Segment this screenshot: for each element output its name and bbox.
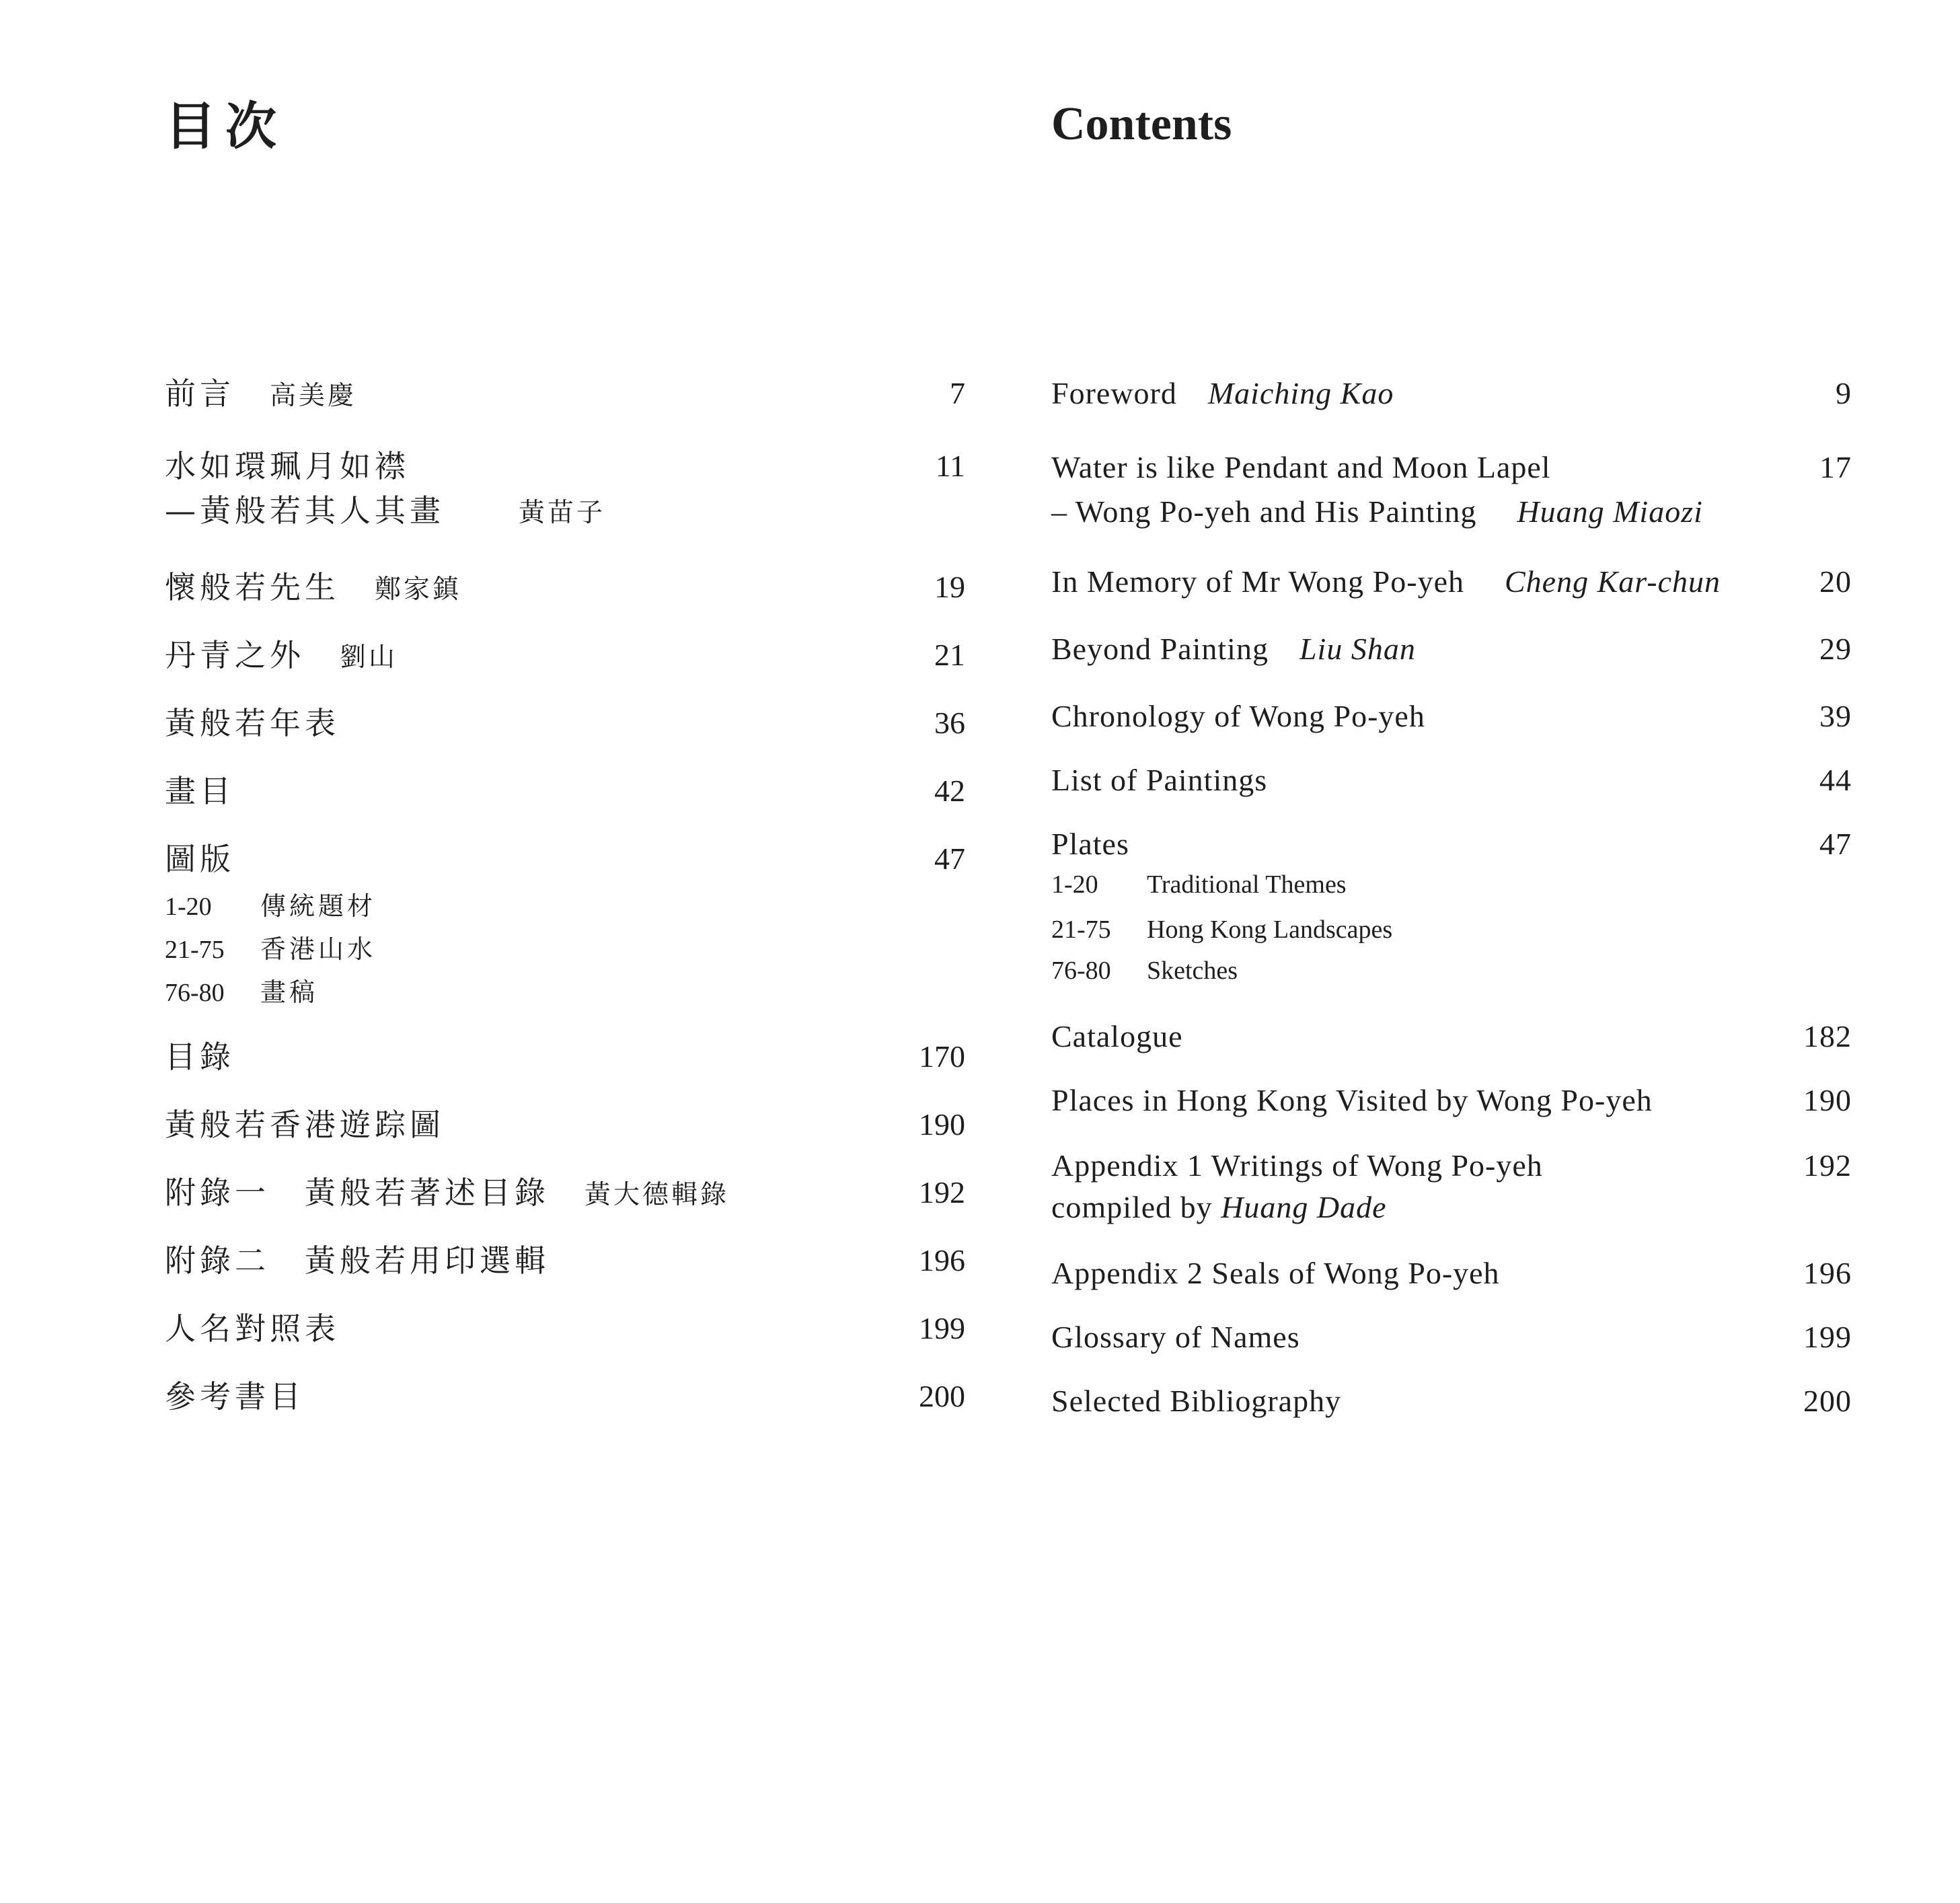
toc-entry-essay-huang-miaozi-zh[interactable] [165, 444, 965, 535]
entry-title: 附錄二 黃般若用印選輯 [165, 1242, 550, 1279]
plate-range: 21-75 [165, 936, 225, 964]
entry-author: 黃苗子 [519, 498, 606, 528]
plate-range: 1-20 [1051, 870, 1098, 899]
entry-title: Plates [1051, 827, 1129, 861]
plate-label: Traditional Themes [1147, 870, 1347, 899]
entry-page-number: 190 [919, 1107, 965, 1142]
entry-author: 高美慶 [270, 381, 357, 411]
entry-title: Beyond Painting [1051, 632, 1269, 666]
toc-entry-chronology-en[interactable] [1051, 694, 1852, 739]
entry-subtitle: —黃般若其人其畫 [165, 492, 445, 529]
entry-title: 參考書目 [165, 1378, 305, 1415]
plate-range: 76-80 [1051, 957, 1111, 985]
entry-page-number: 11 [935, 449, 965, 483]
toc-entry-list-of-paintings-en[interactable] [1051, 758, 1852, 803]
entry-author: 鄭家鎮 [375, 574, 462, 605]
entry-page-number: 29 [1819, 632, 1852, 666]
toc-entry-bibliography-en[interactable] [1051, 1379, 1852, 1423]
plate-label: 傳統題材 [260, 891, 377, 921]
plates-subsection-en[interactable] [1051, 913, 1392, 946]
entry-title: Foreword [1051, 376, 1177, 410]
entry-title: 黃般若年表 [165, 705, 340, 741]
entry-page-number: 39 [1819, 699, 1852, 733]
entry-title: Selected Bibliography [1051, 1384, 1342, 1418]
entry-title: Catalogue [1051, 1019, 1183, 1053]
toc-entry-plates-en[interactable] [1051, 822, 1852, 866]
entry-author: Cheng Kar-chun [1505, 564, 1721, 599]
entry-page-number: 47 [934, 842, 965, 876]
entry-title: 畫目 [165, 773, 235, 809]
toc-entry-beyond-painting-en[interactable] [1051, 627, 1852, 671]
plate-range: 21-75 [1051, 916, 1111, 944]
entry-author: Huang Dade [1221, 1190, 1387, 1224]
toc-entry-appendix-1-zh[interactable] [165, 1170, 965, 1218]
toc-entry-chronology-zh[interactable] [165, 701, 965, 745]
toc-entry-places-en[interactable] [1051, 1078, 1852, 1123]
entry-page-number: 36 [934, 706, 965, 740]
entry-title: In Memory of Mr Wong Po-yeh [1051, 564, 1464, 599]
toc-entry-beyond-painting-zh[interactable] [165, 633, 965, 680]
english-contents-column [1051, 0, 1852, 1903]
entry-title: Glossary of Names [1051, 1320, 1300, 1354]
chinese-contents-heading: 目次 [165, 96, 286, 156]
entry-page-number: 20 [1819, 564, 1852, 599]
entry-author: Huang Miaozi [1517, 494, 1703, 529]
entry-title: 附錄一 黃般若著述目錄 [165, 1174, 550, 1211]
entry-page-number: 19 [934, 570, 965, 604]
plates-subsection-en[interactable] [1051, 868, 1347, 901]
toc-entry-foreword-en[interactable] [1051, 371, 1852, 416]
plates-subsection-zh[interactable] [165, 975, 318, 1010]
plates-subsection-zh[interactable] [165, 889, 376, 924]
entry-title: 圖版 [165, 841, 235, 877]
entry-title: 懷般若先生 [165, 569, 340, 605]
entry-author: 劉山 [340, 642, 398, 673]
entry-title: List of Paintings [1051, 763, 1268, 797]
entry-title: 目錄 [165, 1039, 235, 1075]
entry-page-number: 47 [1819, 827, 1852, 861]
plate-label: Sketches [1147, 957, 1238, 985]
toc-entry-appendix-2-en[interactable] [1051, 1251, 1852, 1296]
entry-page-number: 170 [919, 1039, 965, 1074]
entry-page-number: 192 [919, 1175, 965, 1209]
toc-entry-appendix-1-en[interactable] [1051, 1144, 1852, 1230]
plate-label: Hong Kong Landscapes [1147, 916, 1393, 944]
entry-page-number: 7 [950, 376, 965, 410]
toc-entry-catalogue-zh[interactable] [165, 1035, 965, 1079]
entry-page-number: 44 [1819, 763, 1852, 797]
plate-range: 1-20 [165, 893, 212, 921]
toc-entry-foreword-zh[interactable] [165, 371, 965, 418]
entry-page-number: 200 [1803, 1384, 1852, 1418]
entry-page-number: 196 [1803, 1256, 1852, 1290]
toc-entry-list-of-paintings-zh[interactable] [165, 769, 965, 813]
toc-entry-bibliography-zh[interactable] [165, 1374, 965, 1419]
entry-title: 黃般若香港遊踪圖 [165, 1107, 445, 1143]
entry-page-number: 21 [934, 638, 965, 672]
english-contents-heading: Contents [1051, 98, 1232, 150]
chinese-contents-column [165, 0, 965, 1903]
entry-title: 水如環珮月如襟 [165, 448, 410, 484]
entry-title: 人名對照表 [165, 1310, 340, 1347]
toc-entry-essay-huang-miaozi-en[interactable] [1051, 445, 1852, 534]
plate-label: 香港山水 [260, 934, 377, 964]
plates-subsection-zh[interactable] [165, 932, 376, 967]
toc-entry-memory-zh[interactable] [165, 565, 965, 612]
entry-title: Places in Hong Kong Visited by Wong Po-yeh [1051, 1083, 1653, 1117]
entry-page-number: 196 [919, 1243, 965, 1277]
plates-subsection-en[interactable] [1051, 954, 1238, 987]
entry-subtitle: – Wong Po-yeh and His Painting [1051, 494, 1477, 529]
entry-page-number: 182 [1803, 1019, 1852, 1053]
toc-entry-memory-en[interactable] [1051, 560, 1852, 604]
plate-range: 76-80 [165, 979, 225, 1007]
entry-title: 丹青之外 [165, 637, 305, 673]
entry-author: Maiching Kao [1207, 376, 1394, 410]
toc-entry-glossary-zh[interactable] [165, 1306, 965, 1351]
entry-title: Water is like Pendant and Moon Lapel [1051, 450, 1551, 484]
entry-page-number: 192 [1803, 1148, 1852, 1183]
entry-title: Appendix 2 Seals of Wong Po-yeh [1051, 1256, 1500, 1290]
entry-subtitle-prefix: compiled by [1051, 1190, 1213, 1224]
entry-page-number: 190 [1803, 1083, 1852, 1117]
toc-entry-glossary-en[interactable] [1051, 1315, 1852, 1359]
toc-entry-appendix-2-zh[interactable] [165, 1238, 965, 1283]
toc-entry-catalogue-en[interactable] [1051, 1014, 1852, 1059]
entry-page-number: 17 [1819, 450, 1852, 484]
entry-author: Liu Shan [1299, 632, 1416, 666]
toc-entry-plates-zh[interactable] [165, 837, 965, 881]
entry-title: 前言 [165, 375, 235, 412]
entry-author: 黃大德輯錄 [585, 1180, 730, 1210]
entry-page-number: 199 [1803, 1320, 1852, 1354]
entry-page-number: 9 [1836, 376, 1852, 410]
plate-label: 畫稿 [260, 977, 319, 1007]
entry-page-number: 200 [919, 1379, 965, 1413]
entry-title: Chronology of Wong Po-yeh [1051, 699, 1425, 733]
entry-title: Appendix 1 Writings of Wong Po-yeh [1051, 1148, 1543, 1183]
toc-entry-places-zh[interactable] [165, 1103, 965, 1147]
entry-page-number: 42 [934, 774, 965, 808]
entry-page-number: 199 [919, 1311, 965, 1345]
